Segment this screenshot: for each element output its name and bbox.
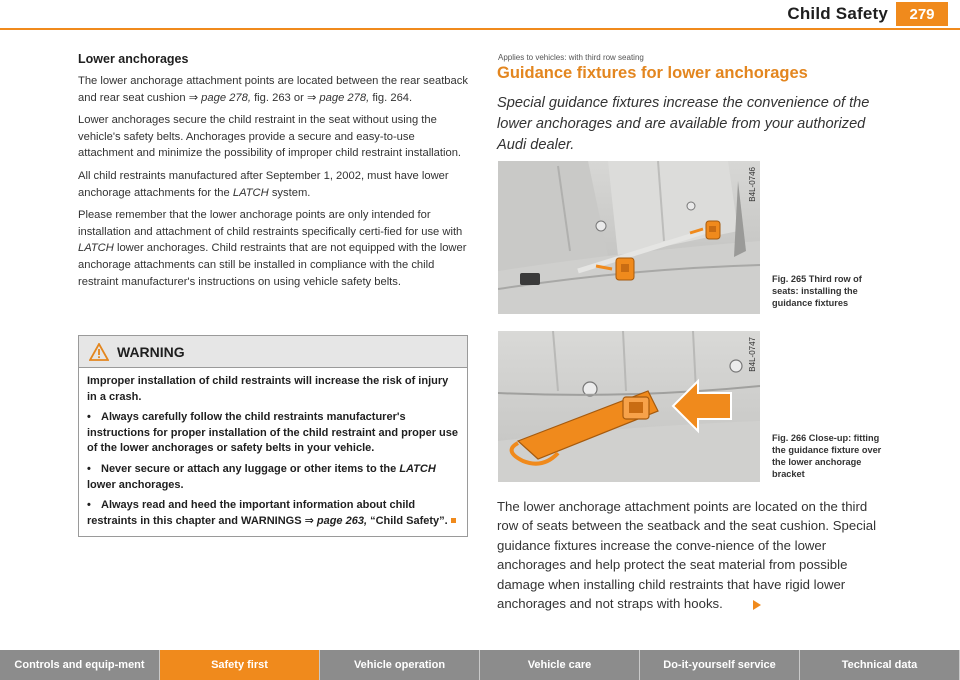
warning-statement: Improper installation of child restraints will increase the risk of injury in a crash.	[87, 375, 449, 403]
warning-triangle-icon	[89, 343, 109, 361]
continue-arrow-icon	[753, 600, 761, 610]
left-column	[78, 52, 468, 296]
warning-bullet: • Always read and heed the important information about child restraints in this chapter and WARNINGS ⇒ page 263, “Child Safety”.	[87, 498, 459, 529]
figure-code: B4L-0746	[748, 167, 757, 202]
warning-title: WARNING	[117, 343, 185, 360]
seat-illustration	[498, 161, 760, 314]
page-reference-link[interactable]: ⇒ page 263,	[304, 514, 368, 527]
page-reference-link[interactable]: ⇒ page 278,	[188, 91, 251, 104]
closeup-illustration	[498, 331, 760, 482]
figure-266-caption: Fig. 266 Close-up: fitting the guidance fixture over the lower anchorage bracket	[772, 433, 882, 479]
paragraph-location: The lower anchorage attachment points are located between the rear seatback and rear seat cushion ⇒ page 278, fig. 263 or ⇒ page 278, fig. 264.	[78, 75, 468, 104]
paragraph-reminder: Please remember that the lower anchorage points are only intended for installation and attachment of child restraints specifically certi-fied for use with LATCH lower anchorages. Child restraints that are not equipped with the lower anchorage attachments can still be installed in compliance with the child restraint manufacturer's instructions on using vehicle safety belts.	[78, 209, 467, 288]
figure-code: B4L-0747	[748, 337, 757, 372]
chapter-nav-bar	[0, 650, 960, 680]
figure-265-caption: Fig. 265 Third row of seats: installing the guidance fixtures	[772, 274, 862, 308]
intro-paragraph: Special guidance fixtures increase the convenience of the lower anchorages and are available from your authorized Audi dealer.	[497, 95, 870, 153]
nav-tab-vehicle-operation[interactable]: Vehicle operation	[320, 650, 480, 680]
end-marker-icon	[451, 518, 456, 523]
warning-bullet: • Always carefully follow the child restraints manufacturer's instructions for proper installation of the child restraint and proper use of the lower anchorages or safety belts in your vehicle.	[87, 411, 458, 455]
nav-tab-technical-data[interactable]: Technical data	[800, 650, 960, 680]
nav-tab-vehicle-care[interactable]: Vehicle care	[480, 650, 640, 680]
section-heading-lower-anchorages: Lower anchorages	[78, 52, 189, 66]
header-divider	[0, 28, 960, 30]
warning-header	[79, 336, 467, 368]
section-heading-guidance-fixtures: Guidance fixtures for lower anchorages	[497, 64, 808, 82]
figure-265-seat-photo	[498, 161, 760, 314]
figure-266-closeup-photo	[498, 331, 760, 482]
warning-body	[79, 368, 467, 529]
paragraph-requirement: All child restraints manufactured after September 1, 2002, must have lower anchorage attachments for the LATCH system.	[78, 169, 449, 199]
page-reference-link[interactable]: ⇒ page 278,	[306, 91, 370, 104]
warning-box	[78, 335, 468, 537]
page-number-badge: 279	[896, 2, 948, 26]
applies-to-note: Applies to vehicles: with third row seating	[498, 53, 644, 62]
nav-tab-do-it-yourself[interactable]: Do-it-yourself service	[640, 650, 800, 680]
warning-bullet: • Never secure or attach any luggage or other items to the LATCH lower anchorages.	[87, 462, 436, 491]
paragraph-purpose: Lower anchorages secure the child restraint in the seat without using the vehicle's safety belts. Anchorages provide a secure and easy-to-use attachment and minimize the possibility of improper child restraint installation.	[78, 114, 462, 160]
nav-tab-controls[interactable]: Controls and equip-ment	[0, 650, 160, 680]
nav-tab-safety-first[interactable]: Safety first	[160, 650, 320, 680]
section-title: Child Safety	[787, 4, 888, 23]
body-paragraph-right: The lower anchorage attachment points are located on the third row of seats between the seatback and the seat cushion. Special guidance fixtures increase the conve-nience of the lower anchorages and help protect the seat material from possible damage when installing child restraints that have rigid lower anchorages and not straps with hooks.	[497, 499, 877, 612]
